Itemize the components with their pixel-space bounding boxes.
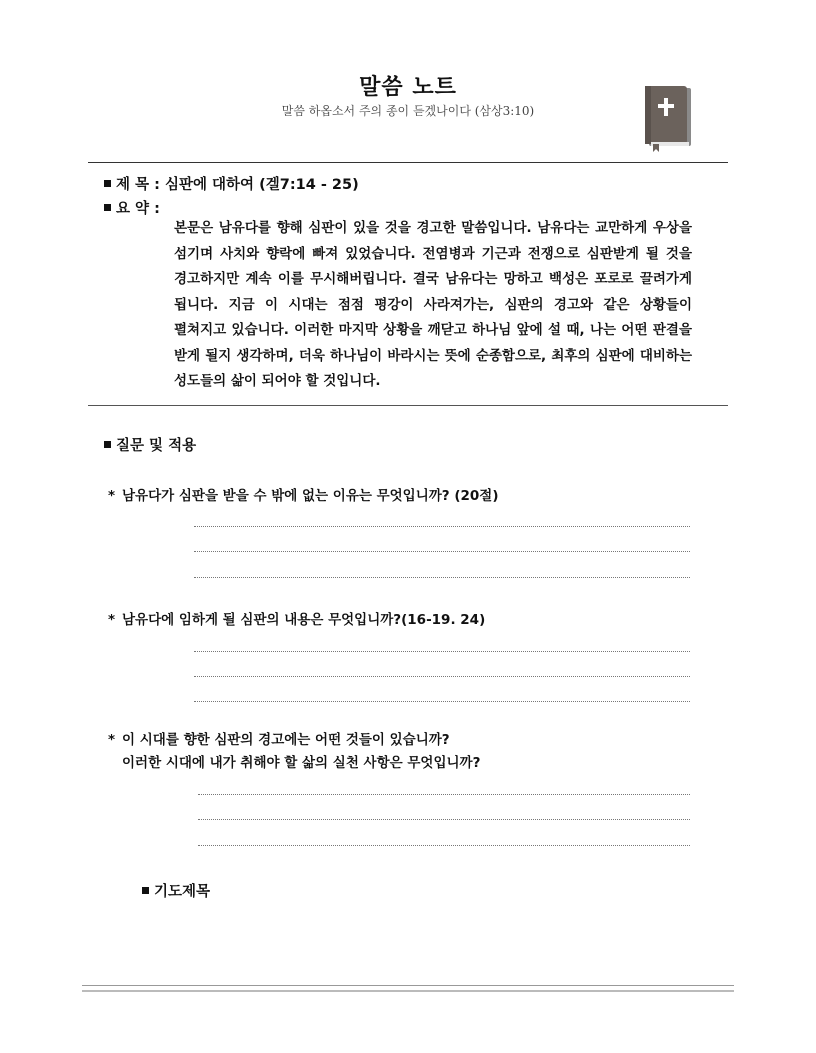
- question-2: [108, 609, 485, 632]
- asterisk-marker: *: [108, 732, 116, 748]
- question-2-text: 남유다에 임하게 될 심판의 내용은 무엇입니까?(16-19. 24): [122, 612, 486, 628]
- summary-divider: [88, 405, 728, 406]
- answer-line[interactable]: [194, 526, 690, 527]
- header-divider: [88, 162, 728, 163]
- page-subtitle: 말씀 하옵소서 주의 종이 듣겠나이다 (삼상3:10): [281, 104, 535, 118]
- question-3: [108, 729, 480, 775]
- question-3-line-2: 이러한 시대에 내가 취해야 할 삶의 실천 사항은 무엇입니까?: [122, 755, 481, 771]
- answer-line[interactable]: [194, 676, 690, 677]
- answer-line[interactable]: [198, 794, 690, 795]
- square-bullet-icon: [104, 204, 111, 211]
- subject-label: 제 목 :: [116, 177, 165, 193]
- question-1: [108, 485, 499, 508]
- subject-value: 심판에 대하여 (겔7:14 - 25): [164, 177, 359, 193]
- page-title: 말씀 노트: [359, 75, 457, 100]
- answer-line[interactable]: [194, 577, 690, 578]
- bible-icon: [640, 84, 696, 152]
- asterisk-marker: *: [108, 488, 116, 504]
- answer-line[interactable]: [194, 551, 690, 552]
- summary-text: 본문은 남유다를 향해 심판이 있을 것을 경고한 말씀입니다. 남유다는 교만하게 우상을 섬기며 사치와 향락에 빠져 있었습니다. 전염병과 기근과 전쟁으로 심판받게 될 것을 경고하지만 계속 이를 무시해버립니다. 결국 남유다는 망하고 백성은 포로로 끌려가게 됩니다. 지금 이 시대는 점점 평강이 사라져가는, 심판의 경고와 같은 상황들이 펼쳐지고 있습니다. 이러한 마지막 상황을 깨닫고 하나님 앞에 설 때, 나는 어떤 판결을 받게 될지 생각하며, 더욱 하나님이 바라시는 뜻에 순종함으로, 최후의 심판에 대비하는 성도들의 삶이 되어야 할 것입니다.: [174, 220, 692, 389]
- question-3-line-1: 이 시대를 향한 심판의 경고에는 어떤 것들이 있습니까?: [122, 732, 450, 748]
- answer-line[interactable]: [198, 819, 690, 820]
- asterisk-marker: *: [108, 612, 116, 628]
- answer-line[interactable]: [198, 845, 690, 846]
- summary-label-row: [104, 197, 160, 218]
- questions-heading-label: 질문 및 적용: [116, 438, 197, 454]
- questions-heading: [104, 434, 196, 455]
- question-1-text: 남유다가 심판을 받을 수 밖에 없는 이유는 무엇입니까? (20절): [122, 488, 499, 504]
- prayer-heading: [142, 880, 210, 901]
- answer-line[interactable]: [194, 701, 690, 702]
- summary-label: 요 약 :: [116, 201, 160, 217]
- prayer-heading-label: 기도제목: [154, 884, 211, 900]
- footer-divider: [82, 985, 734, 992]
- square-bullet-icon: [104, 441, 111, 448]
- square-bullet-icon: [142, 887, 149, 894]
- answer-line[interactable]: [194, 651, 690, 652]
- subject-row: [104, 173, 359, 194]
- square-bullet-icon: [104, 180, 111, 187]
